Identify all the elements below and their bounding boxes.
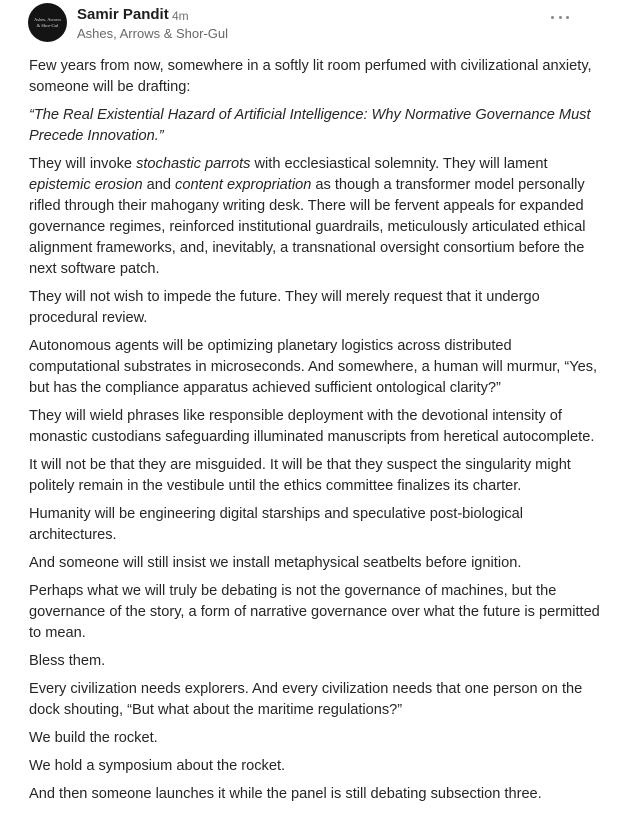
paragraph: We build the rocket. — [29, 730, 158, 746]
paragraph: And someone will still insist we install metaphysical seatbelts before ignition. — [29, 555, 522, 571]
italic-phrase: epistemic erosion — [29, 177, 143, 193]
avatar[interactable]: Ashes, Arrows & Shor-Gul — [28, 3, 67, 42]
paragraph: Autonomous agents will be optimizing planetary logistics across distributed computational substrates in microseconds. And somewhere, a human will murmur, “Yes, but has the compliance apparatus achieved sufficient ontological clarity?” — [29, 338, 598, 396]
dot-icon — [559, 16, 562, 19]
text-run: and — [142, 177, 176, 193]
post-body — [29, 56, 600, 812]
paragraph: And then someone launches it while the panel is still debating subsection three. — [29, 786, 542, 802]
italic-phrase: content expropriation — [175, 177, 312, 193]
dot-icon — [551, 16, 554, 19]
paragraph — [29, 154, 600, 280]
paragraph: Perhaps what we will truly be debating is not the governance of machines, but the governance of the story, a form of narrative governance over what the future is permitted to mean. — [29, 583, 600, 641]
paragraph: They will wield phrases like responsible deployment with the devotional intensity of monastic custodians safeguarding illuminated manuscripts from heretical autocomplete. — [29, 408, 595, 445]
author-name[interactable]: Samir Pandit — [77, 6, 169, 23]
paragraph: Every civilization needs explorers. And every civilization needs that one person on the dock shouting, “But what about the maritime regulations?” — [29, 681, 583, 718]
paragraph: Few years from now, somewhere in a softly lit room perfumed with civilizational anxiety, someone will be drafting: — [29, 58, 592, 95]
paragraph: They will not wish to impede the future. They will merely request that it undergo procedural review. — [29, 289, 540, 326]
dot-icon — [566, 16, 569, 19]
group-name[interactable]: Ashes, Arrows & Shor-Gul — [77, 26, 228, 41]
paragraph: Humanity will be engineering digital starships and speculative post-biological architectures. — [29, 506, 524, 543]
text-run: They will invoke — [29, 156, 137, 172]
paragraph: Bless them. — [29, 653, 106, 669]
paragraph: It will not be that they are misguided. It will be that they suspect the singularity might politely remain in the vestibule until the ethics committee finalizes its charter. — [29, 457, 571, 494]
post-header — [28, 3, 608, 45]
italic-phrase: stochastic parrots — [136, 156, 251, 172]
paragraph: We hold a symposium about the rocket. — [29, 758, 286, 774]
text-run: as though a transformer model personally rifled through their mahogany writing desk. There will be fervent appeals for expanded governance regimes, reinforced institutional guardrails, meticulously articulated ethical alignment frameworks, and, inevitably, a transnational oversight consortium before the next software patch. — [29, 177, 586, 277]
post-timestamp[interactable]: 4m — [172, 9, 189, 23]
text-run: with ecclesiastical solemnity. They will lament — [250, 156, 548, 172]
more-options-icon[interactable] — [551, 11, 569, 23]
quoted-title — [29, 105, 600, 147]
quoted-title-text: “The Real Existential Hazard of Artificial Intelligence: Why Normative Governance Must Precede Innovation.” — [29, 107, 591, 144]
